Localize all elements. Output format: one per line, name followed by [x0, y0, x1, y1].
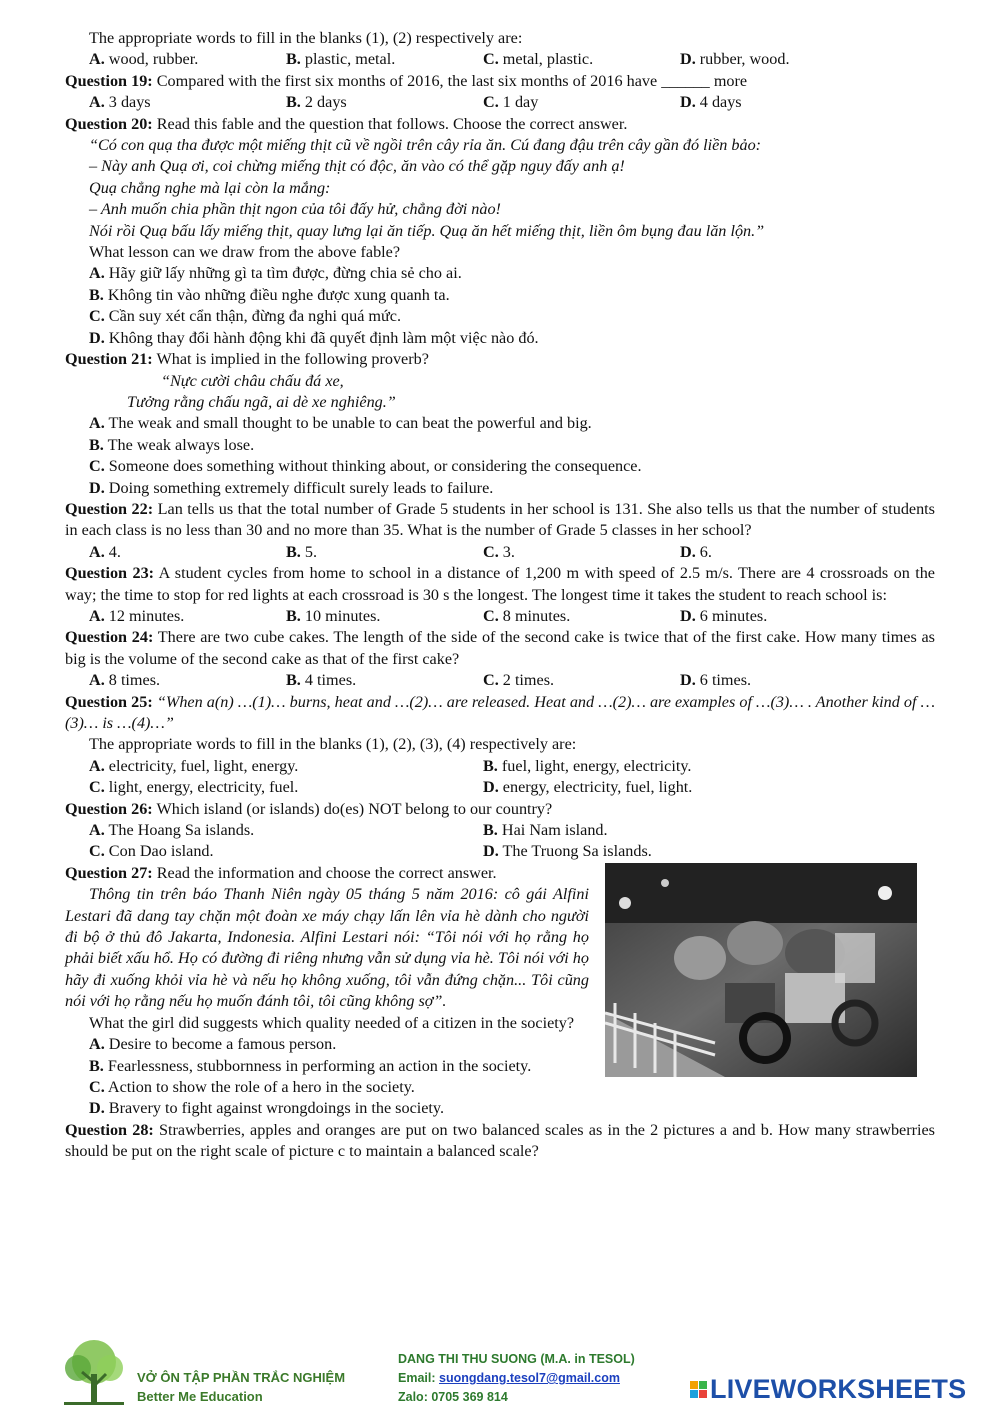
q27-text-column	[65, 863, 589, 1034]
page-footer	[0, 1330, 1000, 1414]
q23-option-b[interactable]: B. 10 minutes.	[286, 606, 381, 625]
q27-question: What the girl did suggests which quality needed of a citizen in the society?	[89, 1013, 575, 1032]
q22-options	[65, 542, 935, 563]
q19-option-b[interactable]: B. 2 days	[286, 93, 347, 112]
q26-option-b[interactable]: B. Hai Nam island.	[483, 821, 608, 840]
q19-option-d[interactable]: D. 4 days	[680, 93, 742, 112]
q26-option-c[interactable]: C. Con Dao island.	[89, 842, 214, 861]
q20-question: What lesson can we draw from the above fable?	[89, 243, 401, 262]
q26-options-row2	[65, 841, 935, 862]
q22-option-d[interactable]: D. 6.	[680, 542, 712, 561]
liveworksheets-wordmark: LIVEWORKSHEETS	[710, 1374, 967, 1404]
q25-prompt: The appropriate words to fill in the blanks (1), (2), (3), (4) respectively are:	[89, 735, 577, 754]
q24-stem: Question 24: There are two cube cakes. The length of the side of the second cake is twice that of the first cake. How many times as big is the volume of the second cake as that of the first cake?	[65, 628, 935, 668]
email-link[interactable]: suongdang.tesol7@gmail.com	[439, 1371, 620, 1385]
q21-option-d[interactable]: D. Doing something extremely difficult surely leads to failure.	[89, 478, 494, 497]
q23-options	[65, 606, 935, 627]
q19-option-c[interactable]: C. 1 day	[483, 93, 539, 112]
lw-block	[690, 1390, 698, 1398]
q25-options-row1	[65, 756, 935, 777]
q20-option-c[interactable]: C. Cần suy xét cẩn thận, đừng đa nghi quá mức.	[89, 307, 402, 326]
q18-option-d[interactable]: D. rubber, wood.	[680, 50, 790, 69]
q25-stem: Question 25: “When a(n) …(1)… burns, heat and …(2)… are released. Heat and …(2)… are examples of …(3)… . Another kind of …(3)… is …(4)…”	[65, 692, 935, 732]
q24-option-b[interactable]: B. 4 times.	[286, 671, 357, 690]
q21-proverb-line1: “Nực cười châu chấu đá xe,	[161, 371, 344, 390]
q23-option-d[interactable]: D. 6 minutes.	[680, 606, 768, 625]
q27-passage: Thông tin trên báo Thanh Niên ngày 05 tháng 5 năm 2016: cô gái Alfini Lestari đã dang tay chặn một đoàn xe máy chạy lấn lên vỉa hè dành cho người đi bộ ở thủ đô Jakarta, Indonesia. Alfini Lestari nói: “Tôi nói với họ rằng họ phải biết xấu hổ. Họ có đường đi riêng nhưng vẫn sử dụng vỉa hè. Tôi nói với họ hãy đi xuống khỏi vỉa hè và nếu họ không xuống, tôi vẫn đứng chặn... Tôi cũng nói với họ rằng nếu họ muốn đánh tôi, tôi cũng không sợ”.	[65, 885, 589, 1011]
worksheet-page	[65, 28, 935, 1163]
author-name: DANG THI THU SUONG (M.A. in TESOL)	[398, 1352, 635, 1366]
lw-block	[699, 1390, 707, 1398]
q18-option-a[interactable]: A. wood, rubber.	[89, 50, 199, 69]
q27-stem: Question 27: Read the information and choose the correct answer.	[65, 863, 497, 882]
q20-option-b[interactable]: B. Không tin vào những điều nghe được xung quanh ta.	[89, 285, 450, 304]
q20-option-a[interactable]: A. Hãy giữ lấy những gì ta tìm được, đừng chia sẻ cho ai.	[89, 264, 462, 283]
q19-option-a[interactable]: A. 3 days	[89, 93, 151, 112]
q18-prompt: The appropriate words to fill in the blanks (1), (2) respectively are:	[89, 29, 523, 47]
q25-option-a[interactable]: A. electricity, fuel, light, energy.	[89, 756, 299, 775]
q21-stem: Question 21: What is implied in the following proverb?	[65, 350, 429, 369]
q26-option-d[interactable]: D. The Truong Sa islands.	[483, 842, 652, 861]
q18-option-b[interactable]: B. plastic, metal.	[286, 50, 396, 69]
q20-fable-line: “Có con quạ tha được một miếng thịt cũ về ngồi trên cây rỉa ăn. Cú đang đậu trên cây gần đó liền bảo:	[89, 136, 762, 155]
q25-options-row2	[65, 777, 935, 798]
q22-option-a[interactable]: A. 4.	[89, 542, 121, 561]
lw-block	[690, 1381, 698, 1389]
q24-options	[65, 670, 935, 691]
brand-subtitle: Better Me Education	[137, 1389, 263, 1404]
q20-option-d[interactable]: D. Không thay đổi hành động khi đã quyết định làm một việc nào đó.	[89, 328, 539, 347]
q24-option-a[interactable]: A. 8 times.	[89, 671, 161, 690]
q26-option-a[interactable]: A. The Hoang Sa islands.	[89, 821, 255, 840]
q24-option-d[interactable]: D. 6 times.	[680, 671, 752, 690]
q24-option-c[interactable]: C. 2 times.	[483, 671, 555, 690]
q23-option-a[interactable]: A. 12 minutes.	[89, 606, 185, 625]
q20-fable-line: – Này anh Quạ ơi, coi chừng miếng thịt có độc, ăn vào có thể gặp nguy đấy anh ạ!	[89, 157, 625, 176]
q27-block	[65, 863, 935, 1034]
q21-option-a[interactable]: A. The weak and small thought to be unable to can beat the powerful and big.	[89, 414, 592, 433]
author-email-line: Email: suongdang.tesol7@gmail.com	[398, 1371, 620, 1385]
q25-option-c[interactable]: C. light, energy, electricity, fuel.	[89, 778, 299, 797]
author-zalo: Zalo: 0705 369 814	[398, 1390, 508, 1404]
q27-option-a[interactable]: A. Desire to become a famous person.	[89, 1035, 337, 1054]
q27-option-d[interactable]: D. Bravery to fight against wrongdoings in the society.	[89, 1099, 445, 1118]
liveworksheets-logo[interactable]	[690, 1374, 966, 1405]
q26-stem: Question 26: Which island (or islands) do(es) NOT belong to our country?	[65, 799, 553, 818]
q19-stem: Question 19: Compared with the first six months of 2016, the last six months of 2016 have ______ more	[65, 71, 748, 90]
brand-block	[137, 1368, 345, 1406]
motorbikes-sidewalk-photo	[605, 863, 917, 1077]
q18-option-c[interactable]: C. metal, plastic.	[483, 50, 594, 69]
q26-options-row1	[65, 820, 935, 841]
author-block	[398, 1350, 635, 1407]
tree-logo-icon	[58, 1338, 130, 1408]
q20-stem: Question 20: Read this fable and the question that follows. Choose the correct answer.	[65, 114, 628, 133]
q20-fable-line: Quạ chẳng nghe mà lại còn la mắng:	[89, 178, 331, 197]
q27-option-b[interactable]: B. Fearlessness, stubbornness in performing an action in the society.	[89, 1056, 532, 1075]
q20-fable-line: – Anh muốn chia phần thịt ngon của tôi đấy hử, chẳng đời nào!	[89, 200, 501, 219]
q23-option-c[interactable]: C. 8 minutes.	[483, 606, 571, 625]
q21-proverb-line2: Tưởng rằng chấu ngã, ai dè xe nghiêng.”	[127, 392, 396, 411]
q21-option-b[interactable]: B. The weak always lose.	[89, 435, 255, 454]
brand-title: VỞ ÔN TẬP PHẦN TRẮC NGHIỆM	[137, 1370, 346, 1385]
q22-option-b[interactable]: B. 5.	[286, 542, 318, 561]
q20-fable-line: Nói rồi Quạ bấu lấy miếng thịt, quay lưng lại ăn tiếp. Quạ ăn hết miếng thịt, liền ôm bụng đau lăn lộn.”	[89, 221, 765, 240]
q22-stem: Question 22: Lan tells us that the total number of Grade 5 students in her school is 131. She also tells us that the number of students in each class is no less than 30 and no more than 35. What is the number of Grade 5 classes in her school?	[65, 499, 935, 540]
lw-block	[699, 1381, 707, 1389]
q28-stem: Question 28: Strawberries, apples and oranges are put on two balanced scales as in the 2 pictures a and b. How many strawberries should be put on the right scale of picture c to maintain a balanced scale?	[65, 1120, 935, 1161]
q25-option-d[interactable]: D. energy, electricity, fuel, light.	[483, 778, 693, 797]
q23-stem: Question 23: A student cycles from home to school in a distance of 1,200 m with speed of 2.5 m/s. There are 4 crossroads on the way; the time to stop for red lights at each crossroad is 30 s the longest. The longest time it takes the student to reach school is:	[65, 564, 935, 604]
q18-options	[65, 49, 935, 70]
q19-options	[65, 92, 935, 113]
q27-option-c[interactable]: C. Action to show the role of a hero in the society.	[89, 1077, 415, 1096]
q21-option-c[interactable]: C. Someone does something without thinking about, or considering the consequence.	[89, 457, 642, 476]
liveworksheets-blocks-icon	[690, 1381, 707, 1398]
q22-option-c[interactable]: C. 3.	[483, 542, 515, 561]
q25-option-b[interactable]: B. fuel, light, energy, electricity.	[483, 756, 692, 775]
